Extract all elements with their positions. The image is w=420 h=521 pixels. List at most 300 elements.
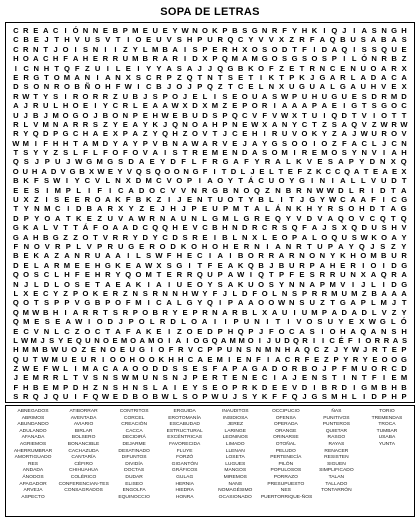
grid-letter[interactable]: C <box>261 373 268 383</box>
grid-letter[interactable]: J <box>66 157 71 167</box>
grid-letter[interactable]: A <box>207 176 213 186</box>
grid-letter[interactable]: W <box>97 166 105 176</box>
grid-letter[interactable]: A <box>261 91 268 101</box>
grid-letter[interactable]: I <box>213 166 216 176</box>
grid-letter[interactable]: S <box>202 382 208 392</box>
grid-letter[interactable]: P <box>222 119 228 129</box>
grid-letter[interactable]: K <box>180 241 187 251</box>
grid-letter[interactable]: R <box>401 251 407 261</box>
grid-letter[interactable]: E <box>74 195 80 205</box>
grid-letter[interactable]: I <box>249 270 252 280</box>
grid-letter[interactable]: J <box>207 63 213 73</box>
grid-letter[interactable]: P <box>319 279 325 289</box>
grid-letter[interactable]: D <box>306 213 313 223</box>
grid-letter[interactable]: N <box>380 326 387 336</box>
grid-letter[interactable]: O <box>44 213 51 223</box>
grid-letter[interactable]: P <box>73 288 79 298</box>
grid-letter[interactable]: Y <box>33 148 39 158</box>
grid-letter[interactable]: K <box>23 223 29 233</box>
grid-letter[interactable]: T <box>361 101 367 111</box>
grid-letter[interactable]: M <box>281 148 288 158</box>
grid-letter[interactable]: T <box>401 110 407 120</box>
grid-letter[interactable]: Y <box>132 138 138 148</box>
grid-letter[interactable]: N <box>43 82 50 92</box>
grid-letter[interactable]: D <box>391 260 397 270</box>
grid-letter[interactable]: I <box>280 195 283 205</box>
grid-letter[interactable]: U <box>129 345 136 355</box>
grid-letter[interactable]: N <box>285 204 292 214</box>
grid-letter[interactable]: Z <box>123 288 128 298</box>
grid-letter[interactable]: T <box>54 35 60 45</box>
grid-letter[interactable]: I <box>127 35 130 45</box>
grid-letter[interactable]: U <box>309 82 315 92</box>
grid-letter[interactable]: T <box>391 110 397 120</box>
grid-letter[interactable]: P <box>301 288 308 298</box>
grid-letter[interactable]: G <box>212 185 218 195</box>
grid-letter[interactable]: J <box>242 138 247 148</box>
grid-letter[interactable]: F <box>125 195 131 205</box>
grid-letter[interactable]: I <box>94 101 97 111</box>
grid-letter[interactable]: C <box>23 326 29 336</box>
grid-letter[interactable]: E <box>264 213 270 223</box>
grid-letter[interactable]: H <box>284 345 291 355</box>
grid-letter[interactable]: F <box>74 63 80 73</box>
grid-letter[interactable]: A <box>311 223 318 233</box>
grid-letter[interactable]: T <box>222 373 228 383</box>
grid-letter[interactable]: Y <box>172 307 178 317</box>
grid-letter[interactable]: D <box>361 307 367 317</box>
grid-letter[interactable]: J <box>232 392 237 402</box>
grid-letter[interactable]: T <box>302 110 307 120</box>
grid-letter[interactable]: G <box>339 82 346 92</box>
grid-letter[interactable]: C <box>187 354 194 364</box>
grid-letter[interactable]: C <box>242 110 248 120</box>
grid-letter[interactable]: N <box>23 241 30 251</box>
grid-letter[interactable]: N <box>233 185 239 195</box>
grid-letter[interactable]: B <box>285 185 292 195</box>
grid-letter[interactable]: O <box>119 354 126 364</box>
grid-letter[interactable]: T <box>278 166 284 176</box>
grid-letter[interactable]: W <box>211 392 219 402</box>
grid-letter[interactable]: M <box>92 138 99 148</box>
grid-letter[interactable]: S <box>351 232 357 242</box>
grid-letter[interactable]: C <box>329 335 335 345</box>
grid-letter[interactable]: G <box>227 63 234 73</box>
grid-letter[interactable]: R <box>42 373 49 383</box>
grid-letter[interactable]: Y <box>102 101 108 111</box>
grid-letter[interactable]: Q <box>400 157 407 167</box>
grid-letter[interactable]: B <box>156 82 162 92</box>
grid-letter[interactable]: I <box>287 317 290 327</box>
grid-letter[interactable]: H <box>401 26 407 35</box>
grid-letter[interactable]: H <box>401 148 407 158</box>
grid-letter[interactable]: N <box>242 232 248 242</box>
grid-letter[interactable]: L <box>23 119 29 129</box>
grid-letter[interactable]: Y <box>227 176 233 186</box>
grid-letter[interactable]: N <box>33 63 40 73</box>
grid-letter[interactable]: A <box>381 288 387 298</box>
grid-letter[interactable]: A <box>33 223 39 233</box>
grid-letter[interactable]: M <box>222 213 229 223</box>
grid-letter[interactable]: I <box>353 382 356 392</box>
grid-letter[interactable]: Y <box>348 241 354 251</box>
grid-letter[interactable]: S <box>23 82 29 92</box>
grid-letter[interactable]: V <box>381 82 387 92</box>
grid-letter[interactable]: E <box>259 166 265 176</box>
grid-letter[interactable]: Y <box>43 148 49 158</box>
grid-letter[interactable]: P <box>65 241 71 251</box>
grid-letter[interactable]: D <box>135 176 142 186</box>
grid-letter[interactable]: T <box>54 63 60 73</box>
grid-letter[interactable]: I <box>183 54 187 64</box>
grid-letter[interactable]: H <box>52 54 59 64</box>
grid-letter[interactable]: R <box>102 54 109 64</box>
grid-letter[interactable]: Y <box>362 354 368 364</box>
grid-letter[interactable]: L <box>350 176 356 186</box>
grid-letter[interactable]: F <box>347 335 353 345</box>
grid-letter[interactable]: L <box>272 288 277 298</box>
grid-letter[interactable]: I <box>363 392 366 402</box>
grid-letter[interactable]: T <box>33 298 39 308</box>
grid-letter[interactable]: T <box>197 72 203 82</box>
grid-letter[interactable]: E <box>391 373 397 383</box>
grid-letter[interactable]: Q <box>32 392 39 402</box>
grid-letter[interactable]: J <box>163 119 168 129</box>
grid-letter[interactable]: E <box>187 251 193 261</box>
grid-letter[interactable]: G <box>33 72 40 82</box>
grid-letter[interactable]: V <box>82 373 89 383</box>
grid-letter[interactable]: O <box>278 326 285 336</box>
grid-letter[interactable]: M <box>52 382 59 392</box>
grid-letter[interactable]: O <box>371 364 378 374</box>
grid-letter[interactable]: U <box>84 35 91 45</box>
grid-letter[interactable]: R <box>381 54 387 64</box>
grid-letter[interactable]: X <box>242 44 248 54</box>
grid-letter[interactable]: X <box>202 54 208 64</box>
grid-letter[interactable]: D <box>301 382 308 392</box>
grid-letter[interactable]: C <box>258 176 264 186</box>
grid-letter[interactable]: N <box>172 288 178 298</box>
grid-letter[interactable]: E <box>340 260 346 270</box>
grid-letter[interactable]: P <box>197 35 203 45</box>
grid-letter[interactable]: A <box>331 307 338 317</box>
grid-letter[interactable]: M <box>132 373 139 383</box>
grid-letter[interactable]: X <box>341 223 347 233</box>
grid-letter[interactable]: S <box>227 72 233 82</box>
grid-letter[interactable]: E <box>182 223 188 233</box>
grid-letter[interactable]: B <box>142 54 148 64</box>
grid-letter[interactable]: R <box>90 354 97 364</box>
grid-letter[interactable]: O <box>360 251 367 261</box>
grid-letter[interactable]: D <box>43 279 50 289</box>
grid-letter[interactable]: Z <box>371 119 377 129</box>
grid-letter[interactable]: S <box>54 195 60 205</box>
grid-letter[interactable]: I <box>260 72 263 82</box>
grid-letter[interactable]: J <box>292 373 297 383</box>
grid-letter[interactable]: L <box>232 288 238 298</box>
grid-letter[interactable]: H <box>232 44 238 54</box>
grid-letter[interactable]: W <box>280 110 289 120</box>
grid-letter[interactable]: I <box>313 138 316 148</box>
grid-letter[interactable]: A <box>222 364 228 374</box>
grid-letter[interactable]: O <box>82 288 89 298</box>
grid-letter[interactable]: A <box>166 63 172 73</box>
grid-letter[interactable]: S <box>381 223 387 233</box>
grid-letter[interactable]: U <box>176 279 183 289</box>
grid-letter[interactable]: B <box>380 251 387 261</box>
grid-letter[interactable]: E <box>187 195 193 205</box>
grid-letter[interactable]: J <box>167 82 172 92</box>
grid-letter[interactable]: B <box>340 35 346 45</box>
grid-letter[interactable]: H <box>182 288 188 298</box>
grid-letter[interactable]: N <box>159 213 166 223</box>
grid-letter[interactable]: O <box>132 148 139 158</box>
grid-letter[interactable]: W <box>360 129 368 139</box>
grid-letter[interactable]: K <box>76 213 82 223</box>
grid-letter[interactable]: E <box>84 260 90 270</box>
grid-letter[interactable]: K <box>145 326 152 336</box>
grid-letter[interactable]: R <box>149 241 155 251</box>
grid-letter[interactable]: I <box>373 110 376 120</box>
grid-letter[interactable]: O <box>247 251 254 261</box>
grid-letter[interactable]: E <box>146 35 152 45</box>
grid-letter[interactable]: Y <box>319 195 325 205</box>
grid-letter[interactable]: Q <box>331 110 338 120</box>
grid-letter[interactable]: S <box>402 335 408 345</box>
grid-letter[interactable]: S <box>152 91 158 101</box>
grid-letter[interactable]: B <box>162 44 168 54</box>
grid-letter[interactable]: H <box>341 392 348 402</box>
grid-letter[interactable]: K <box>248 63 254 73</box>
grid-letter[interactable]: Q <box>154 166 161 176</box>
grid-letter[interactable]: S <box>23 148 29 158</box>
grid-letter[interactable]: E <box>92 54 98 64</box>
grid-letter[interactable]: I <box>323 110 326 120</box>
grid-letter[interactable]: R <box>82 307 89 317</box>
grid-letter[interactable]: Z <box>97 213 103 223</box>
grid-letter[interactable]: R <box>311 288 318 298</box>
grid-letter[interactable]: R <box>23 44 29 54</box>
grid-letter[interactable]: P <box>222 26 228 35</box>
grid-letter[interactable]: A <box>156 279 162 289</box>
grid-letter[interactable]: I <box>273 373 276 383</box>
grid-letter[interactable]: R <box>327 204 334 214</box>
grid-letter[interactable]: R <box>222 44 228 54</box>
grid-letter[interactable]: F <box>212 364 218 374</box>
grid-letter[interactable]: C <box>156 176 162 186</box>
grid-letter[interactable]: F <box>302 44 307 54</box>
grid-letter[interactable]: R <box>271 26 278 35</box>
grid-letter[interactable]: I <box>343 373 346 383</box>
grid-letter[interactable]: Z <box>322 119 327 129</box>
grid-letter[interactable]: L <box>93 148 98 158</box>
grid-letter[interactable]: I <box>353 44 356 54</box>
grid-letter[interactable]: X <box>23 288 29 298</box>
grid-letter[interactable]: I <box>168 326 171 336</box>
grid-letter[interactable]: L <box>132 101 138 111</box>
grid-letter[interactable]: H <box>33 232 39 242</box>
grid-letter[interactable]: W <box>155 251 163 261</box>
grid-letter[interactable]: O <box>381 232 388 242</box>
grid-letter[interactable]: R <box>23 72 29 82</box>
grid-letter[interactable]: I <box>174 382 177 392</box>
grid-letter[interactable]: N <box>242 373 248 383</box>
grid-letter[interactable]: O <box>271 148 278 158</box>
grid-letter[interactable]: U <box>13 195 19 205</box>
grid-letter[interactable]: U <box>268 176 275 186</box>
grid-letter[interactable]: J <box>269 260 274 270</box>
grid-letter[interactable]: R <box>105 270 111 280</box>
grid-letter[interactable]: A <box>340 176 346 186</box>
grid-letter[interactable]: N <box>306 185 313 195</box>
grid-letter[interactable]: W <box>171 101 179 111</box>
grid-letter[interactable]: R <box>176 270 183 280</box>
grid-letter[interactable]: P <box>232 382 238 392</box>
grid-letter[interactable]: D <box>369 204 376 214</box>
grid-letter[interactable]: E <box>217 260 223 270</box>
grid-letter[interactable]: E <box>252 373 258 383</box>
grid-letter[interactable]: S <box>212 110 218 120</box>
grid-letter[interactable]: M <box>331 288 338 298</box>
grid-letter[interactable]: A <box>96 204 103 214</box>
grid-letter[interactable]: Q <box>351 119 358 129</box>
grid-letter[interactable]: U <box>275 335 281 345</box>
grid-letter[interactable]: Q <box>291 223 298 233</box>
grid-letter[interactable]: N <box>380 157 386 167</box>
grid-letter[interactable]: Y <box>58 335 64 345</box>
grid-letter[interactable]: H <box>301 26 308 35</box>
grid-letter[interactable]: E <box>33 26 39 35</box>
grid-letter[interactable]: K <box>115 260 121 270</box>
grid-letter[interactable]: H <box>122 382 129 392</box>
grid-letter[interactable]: A <box>227 279 234 289</box>
grid-letter[interactable]: N <box>100 345 106 355</box>
grid-letter[interactable]: A <box>251 148 258 158</box>
grid-letter[interactable]: N <box>261 26 268 35</box>
grid-letter[interactable]: S <box>13 392 19 402</box>
grid-letter[interactable]: M <box>54 185 61 195</box>
grid-letter[interactable]: A <box>125 279 131 289</box>
grid-letter[interactable]: H <box>31 166 38 176</box>
grid-letter[interactable]: F <box>125 326 131 336</box>
grid-letter[interactable]: L <box>13 288 19 298</box>
grid-letter[interactable]: H <box>350 251 356 261</box>
grid-letter[interactable]: G <box>12 232 19 242</box>
grid-letter[interactable]: C <box>42 288 49 298</box>
grid-letter[interactable]: C <box>325 166 331 176</box>
grid-letter[interactable]: A <box>338 157 344 167</box>
grid-letter[interactable]: Y <box>152 232 158 242</box>
grid-letter[interactable]: R <box>381 364 387 374</box>
grid-letter[interactable]: O <box>112 148 119 158</box>
grid-letter[interactable]: F <box>63 54 68 64</box>
grid-letter[interactable]: N <box>92 44 99 54</box>
grid-letter[interactable]: S <box>146 251 152 261</box>
grid-letter[interactable]: E <box>272 232 278 242</box>
grid-letter[interactable]: Z <box>85 63 90 73</box>
grid-letter[interactable]: P <box>381 392 387 402</box>
grid-letter[interactable]: F <box>244 157 249 167</box>
grid-letter[interactable]: E <box>232 101 238 111</box>
grid-letter[interactable]: O <box>109 354 116 364</box>
grid-letter[interactable]: P <box>105 298 111 308</box>
grid-letter[interactable]: O <box>23 270 30 280</box>
grid-letter[interactable]: Q <box>196 270 203 280</box>
grid-letter[interactable]: J <box>53 44 58 54</box>
grid-letter[interactable]: S <box>182 232 188 242</box>
grid-letter[interactable]: F <box>181 157 186 167</box>
grid-letter[interactable]: N <box>33 44 39 54</box>
grid-letter[interactable]: S <box>95 35 101 45</box>
grid-letter[interactable]: M <box>145 270 152 280</box>
grid-letter[interactable]: B <box>237 63 244 73</box>
grid-letter[interactable]: R <box>82 119 89 129</box>
grid-letter[interactable]: E <box>287 166 293 176</box>
grid-letter[interactable]: R <box>391 270 397 280</box>
grid-letter[interactable]: K <box>340 251 346 261</box>
grid-letter[interactable]: F <box>262 110 267 120</box>
grid-letter[interactable]: C <box>391 72 397 82</box>
grid-letter[interactable]: A <box>380 72 387 82</box>
grid-letter[interactable]: Q <box>12 157 19 167</box>
grid-letter[interactable]: J <box>352 129 357 139</box>
grid-letter[interactable]: M <box>211 148 219 158</box>
grid-letter[interactable]: U <box>360 82 367 92</box>
grid-letter[interactable]: F <box>83 392 88 402</box>
grid-letter[interactable]: V <box>291 382 298 392</box>
grid-letter[interactable]: K <box>33 251 40 261</box>
grid-letter[interactable]: X <box>156 260 162 270</box>
grid-letter[interactable]: M <box>321 148 328 158</box>
grid-letter[interactable]: I <box>313 382 316 392</box>
grid-letter[interactable]: B <box>258 195 264 205</box>
grid-letter[interactable]: Y <box>254 157 260 167</box>
grid-letter[interactable]: N <box>152 373 158 383</box>
grid-letter[interactable]: Z <box>13 364 19 374</box>
grid-letter[interactable]: C <box>52 26 59 35</box>
grid-letter[interactable]: M <box>351 288 358 298</box>
grid-letter[interactable]: K <box>371 232 377 242</box>
grid-letter[interactable]: E <box>142 101 148 111</box>
grid-letter[interactable]: A <box>341 129 348 139</box>
grid-letter[interactable]: T <box>93 232 98 242</box>
grid-letter[interactable]: D <box>281 44 288 54</box>
grid-letter[interactable]: E <box>13 185 19 195</box>
grid-letter[interactable]: A <box>291 101 298 111</box>
grid-letter[interactable]: Y <box>317 204 323 214</box>
grid-letter[interactable]: K <box>212 26 218 35</box>
grid-letter[interactable]: D <box>72 382 79 392</box>
grid-letter[interactable]: I <box>147 298 150 308</box>
grid-letter[interactable]: I <box>109 185 112 195</box>
grid-letter[interactable]: Y <box>197 298 203 308</box>
grid-letter[interactable]: R <box>72 119 79 129</box>
grid-letter[interactable]: E <box>90 345 96 355</box>
grid-letter[interactable]: S <box>145 166 151 176</box>
grid-letter[interactable]: H <box>13 54 19 64</box>
grid-letter[interactable]: C <box>84 176 91 186</box>
grid-letter[interactable]: R <box>271 223 278 233</box>
grid-letter[interactable]: P <box>197 82 203 92</box>
grid-letter[interactable]: O <box>370 260 377 270</box>
grid-letter[interactable]: L <box>258 82 264 92</box>
grid-letter[interactable]: T <box>279 72 284 82</box>
grid-letter[interactable]: E <box>331 101 337 111</box>
grid-letter[interactable]: D <box>338 185 344 195</box>
grid-letter[interactable]: V <box>401 223 407 233</box>
grid-letter[interactable]: X <box>291 110 298 120</box>
grid-letter[interactable]: I <box>263 129 266 139</box>
